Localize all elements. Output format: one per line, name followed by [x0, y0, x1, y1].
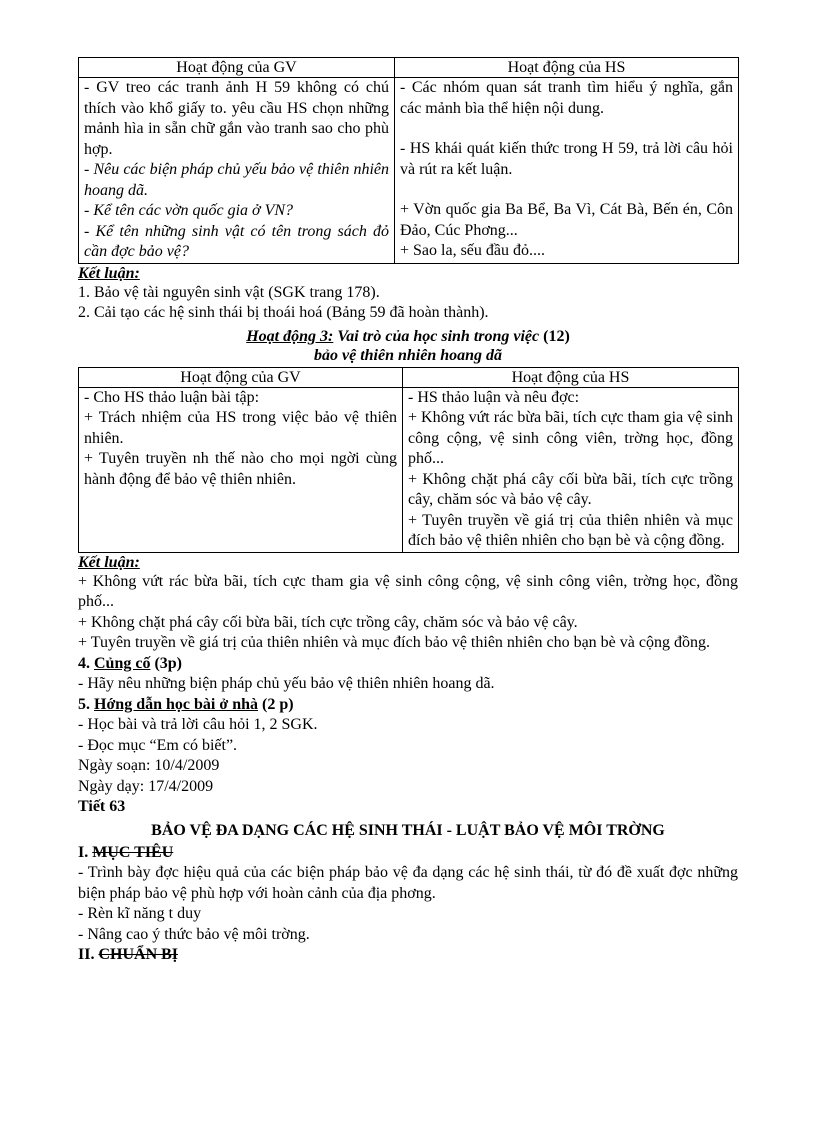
section-5-title: Hớng dẫn học bài ở nhà	[94, 695, 258, 713]
section-4-heading	[78, 654, 738, 675]
activity-3-subtitle: bảo vệ thiên nhiên hoang dã	[313, 346, 503, 364]
student-line: + Vờn quốc gia Ba Bể, Ba Vì, Cát Bà, Bến én, Côn Đảo, Cúc Phơng...	[400, 201, 733, 239]
header-teacher: Hoạt động của GV	[79, 58, 395, 78]
preparation-heading	[78, 945, 738, 966]
section-5-heading	[78, 695, 738, 716]
section-5-time: (2 p)	[258, 695, 294, 713]
section-4-time: (3p)	[150, 654, 183, 672]
preparation-number: II.	[78, 946, 99, 963]
student-line: - Các nhóm quan sát tranh tìm hiểu ý nghĩa, gắn các mảnh bìa thể hiện nội dung.	[400, 79, 733, 117]
table-header-row	[79, 58, 739, 78]
objectives-heading	[78, 843, 738, 864]
activity-table-2	[78, 367, 739, 553]
objective-item: - Rèn kĩ năng t duy	[78, 905, 202, 922]
table-row	[79, 78, 739, 264]
section-4-title: Củng cố	[94, 654, 151, 672]
objective-item: - Nâng cao ý thức bảo vệ môi trờng.	[78, 925, 310, 943]
teacher-activities	[79, 387, 403, 552]
header-teacher: Hoạt động của GV	[79, 367, 403, 387]
student-line: + Sao la, sếu đầu đỏ....	[400, 242, 545, 259]
section-5-number: 5.	[78, 695, 94, 713]
conclusion-label: Kết luận:	[78, 553, 140, 571]
objectives-number: I.	[78, 843, 93, 861]
student-line: - HS khái quát kiến thức trong H 59, trả lời câu hỏi và rút ra kết luận.	[400, 140, 733, 178]
conclusion-item: 2. Cải tạo các hệ sinh thái bị thoái hoá (Bảng 59 đã hoàn thành).	[78, 304, 489, 321]
objective-item: - Trình bày đợc hiệu quả của các biện pháp bảo vệ đa dạng các hệ sinh thái, từ đó đề xuất đợc những biện pháp bảo vệ phù hợp với hoàn cảnh của địa phơng.	[78, 864, 738, 902]
conclusion-item: 1. Bảo vệ tài nguyên sinh vật (SGK trang 178).	[78, 283, 380, 301]
teacher-line: + Trách nhiệm của HS trong việc bảo vệ thiên nhiên.	[84, 409, 397, 447]
student-activities	[403, 387, 739, 552]
document-page	[78, 57, 738, 966]
conclusion-label: Kết luận:	[78, 264, 140, 282]
teacher-activities	[79, 78, 395, 264]
section-4-number: 4.	[78, 654, 94, 672]
date-taught: Ngày dạy: 17/4/2009	[78, 777, 214, 795]
lesson-title: BẢO VỆ ĐA DẠNG CÁC HỆ SINH THÁI - LUẬT BẢO VỆ MÔI TRỜNG	[151, 821, 665, 839]
activity-3-title: Vai trò của học sinh trong việc	[333, 327, 544, 345]
student-line: + Không vứt rác bừa bãi, tích cực tham gia vệ sinh công cộng, vệ sinh công viên, trờng học, đồng phố...	[408, 409, 733, 467]
activity-3-label: Hoạt động 3:	[246, 327, 334, 345]
teacher-line: - Nêu các biện pháp chủ yếu bảo vệ thiên nhiên hoang dã.	[84, 161, 389, 199]
student-line: - HS thảo luận và nêu đợc:	[408, 388, 580, 406]
teacher-line: - Kể tên những sinh vật có tên trong sách đỏ cần đợc bảo vệ?	[84, 222, 389, 260]
teacher-line: + Tuyên truyền nh thế nào cho mọi ngời cùng hành động để bảo vệ thiên nhiên.	[84, 450, 397, 488]
table-row	[79, 387, 739, 552]
lesson-period: Tiết 63	[78, 798, 126, 815]
activity-3-time: (12)	[543, 327, 570, 345]
header-student: Hoạt động của HS	[403, 367, 739, 387]
teacher-line: - GV treo các tranh ảnh H 59 không có chú thích vào khổ giấy to. yêu cầu HS chọn những mảnh hìa in sẵn chữ gắn vào tranh sao cho phù hợp.	[84, 79, 389, 158]
conclusion-item: + Không vứt rác bừa bãi, tích cực tham gia vệ sinh công cộng, vệ sinh công viên, trờng học, đồng phố...	[78, 572, 738, 610]
conclusion-item: + Tuyên truyền về giá trị của thiên nhiên và mục đích bảo vệ thiên nhiên cho bạn bè và cộng đồng.	[78, 634, 710, 651]
table-header-row	[79, 367, 739, 387]
conclusion-item: + Không chặt phá cây cối bừa bãi, tích cực trồng cây, chăm sóc và bảo vệ cây.	[78, 613, 578, 631]
preparation-label: CHUẨN BỊ	[98, 946, 179, 963]
header-student: Hoạt động của HS	[395, 58, 739, 78]
teacher-line: - Cho HS thảo luận bài tập:	[84, 388, 260, 406]
student-line: + Không chặt phá cây cối bừa bãi, tích cực trồng cây, chăm sóc và bảo vệ cây.	[408, 470, 733, 508]
activity-3-heading	[78, 327, 738, 346]
section-5-item: - Đọc mục “Em có biết”.	[78, 736, 238, 754]
objectives-label: MỤC TIÊU	[92, 843, 174, 861]
activity-table-1	[78, 57, 739, 264]
section-5-item: - Học bài và trả lời câu hỏi 1, 2 SGK.	[78, 716, 318, 733]
section-4-item: - Hãy nêu những biện pháp chủ yếu bảo vệ thiên nhiên hoang dã.	[78, 675, 495, 692]
student-line: + Tuyên truyền về giá trị của thiên nhiên và mục đích bảo vệ thiên nhiên cho bạn bè và cộng đồng.	[408, 511, 733, 549]
date-prepared: Ngày soạn: 10/4/2009	[78, 757, 220, 774]
student-activities	[395, 78, 739, 264]
teacher-line: - Kể tên các vờn quốc gia ở VN?	[84, 202, 294, 219]
